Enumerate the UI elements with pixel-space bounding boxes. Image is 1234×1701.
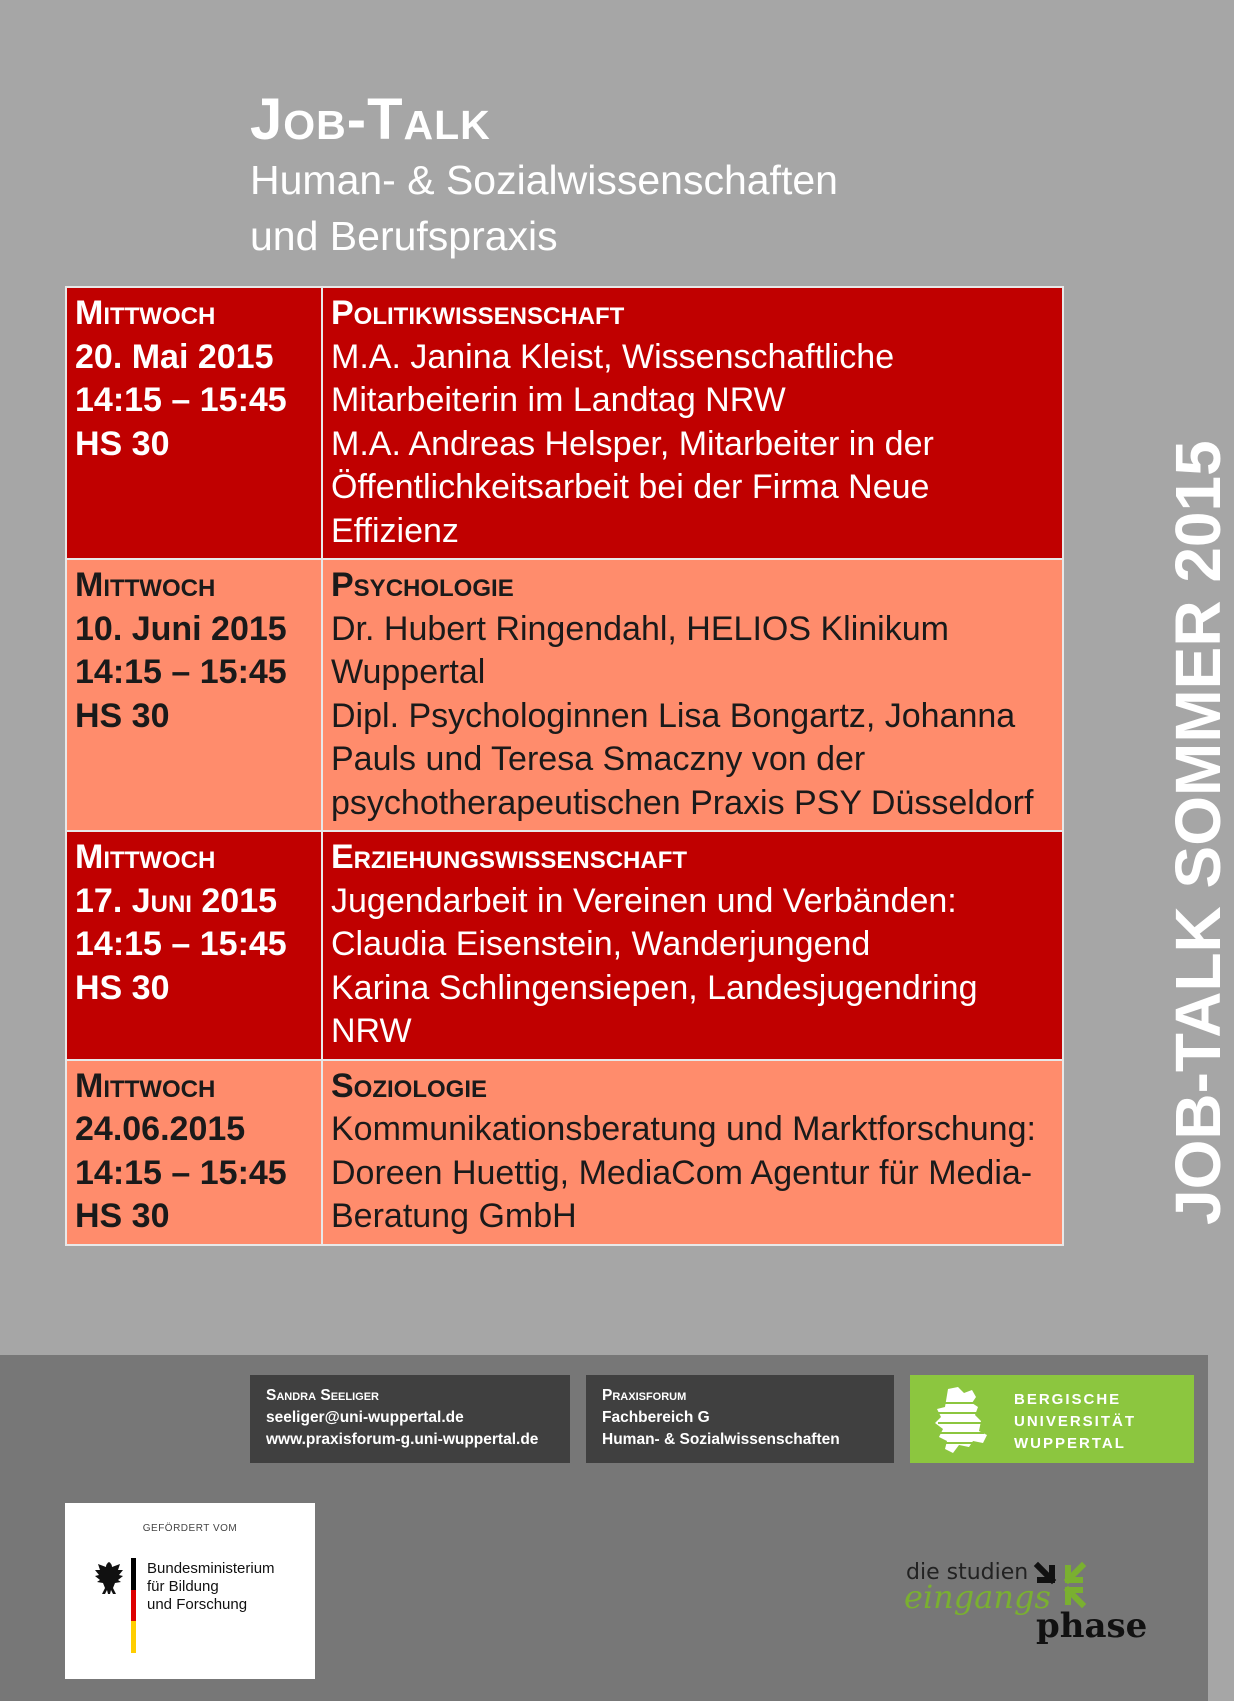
event-speaker: Jugendarbeit in Vereinen und Verbänden: (331, 881, 957, 920)
contact-email[interactable]: seeliger@uni-wuppertal.de (266, 1409, 464, 1426)
arrows-icon (1030, 1560, 1090, 1610)
contact-name: Sandra Seeliger (266, 1387, 379, 1404)
event-day: Mittwoch (75, 294, 216, 332)
praxisforum-line1: Fachbereich G (602, 1409, 710, 1426)
vertical-poster-title: JOB-TALK SOMMER 2015 (1162, 440, 1234, 1225)
university-logo (910, 1375, 1194, 1463)
university-name-line2: UNIVERSITÄT (1014, 1413, 1137, 1430)
logo-die-studien: die studien (906, 1560, 1029, 1585)
bmbf-line2: für Bildung (147, 1578, 219, 1595)
event-speaker: M.A. Andreas Helsper, Mitarbeiter in der Öffentlichkeitsarbeit bei der Firma Neue Effizienz (331, 424, 934, 550)
event-speaker: Karina Schlingensiepen, Landesjugendring NRW (331, 968, 978, 1050)
poster-header (250, 88, 838, 264)
studieneingangsphase-logo (900, 1560, 1160, 1650)
bmbf-funded-by: GEFÖRDERT VOM (142, 1523, 238, 1534)
event-info-cell (322, 287, 1063, 559)
event-subject: Soziologie (331, 1066, 488, 1105)
event-date-cell (66, 1060, 322, 1245)
event-day: Mittwoch (75, 838, 216, 876)
event-schedule-table (65, 286, 1064, 1246)
event-info-cell (322, 559, 1063, 831)
event-room: HS 30 (75, 424, 170, 463)
event-time: 14:15 – 15:45 (75, 653, 287, 691)
event-time: 14:15 – 15:45 (75, 381, 287, 419)
federal-eagle-icon (89, 1558, 125, 1598)
event-row-erziehung (66, 831, 1063, 1060)
event-date-cell (66, 287, 322, 559)
event-speaker: Claudia Eisenstein, Wanderjungend (331, 925, 871, 963)
bmbf-line1: Bundesministerium (147, 1560, 275, 1577)
event-date: 24.06.2015 (75, 1110, 246, 1148)
event-date: 20. Mai 2015 (75, 337, 274, 376)
event-time: 14:15 – 15:45 (75, 925, 287, 963)
event-speaker: M.A. Janina Kleist, Wissenschaftliche Mitarbeiterin im Landtag NRW (331, 337, 895, 419)
event-speaker: Kommunikationsberatung und Marktforschung: (331, 1110, 1036, 1148)
event-room: HS 30 (75, 1197, 170, 1235)
university-name-line3: WUPPERTAL (1014, 1435, 1126, 1452)
event-time: 14:15 – 15:45 (75, 1153, 287, 1192)
event-day: Mittwoch (75, 1066, 216, 1105)
poster-subtitle-line1: Human- & Sozialwissenschaften (250, 157, 838, 203)
event-row-politik (66, 287, 1063, 559)
praxisforum-title: Praxisforum (602, 1387, 687, 1404)
event-date: 10. Juni 2015 (75, 609, 287, 648)
event-info-cell (322, 831, 1063, 1060)
event-date-cell (66, 559, 322, 831)
poster-subtitle-line2: und Berufspraxis (250, 213, 558, 259)
praxisforum-box (586, 1375, 894, 1463)
event-subject: Erziehungswissenschaft (331, 838, 688, 876)
bmbf-logo (65, 1503, 315, 1679)
logo-phase: phase (1036, 1606, 1148, 1646)
event-row-psychologie (66, 559, 1063, 831)
contact-web[interactable]: www.praxisforum-g.uni-wuppertal.de (266, 1431, 539, 1448)
poster-title: Job-Talk (250, 87, 491, 152)
event-room: HS 30 (75, 696, 170, 735)
event-speaker: Dipl. Psychologinnen Lisa Bongartz, Johanna Pauls und Teresa Smaczny von der psychotherapeutischen Praxis PSY Düsseldorf (331, 696, 1034, 822)
university-name-line1: BERGISCHE (1014, 1391, 1122, 1408)
event-day: Mittwoch (75, 566, 216, 604)
bmbf-line3: und Forschung (147, 1596, 248, 1613)
event-speaker: Doreen Huettig, MediaCom Agentur für Media-Beratung GmbH (331, 1153, 1033, 1235)
german-flag-stripe (131, 1558, 136, 1653)
event-subject: Politikwissenschaft (331, 294, 625, 332)
event-subject: Psychologie (331, 566, 514, 604)
lion-icon (926, 1385, 1002, 1455)
logo-eingangs: eingangs (904, 1578, 1051, 1616)
event-info-cell (322, 1060, 1063, 1245)
event-speaker: Dr. Hubert Ringendahl, HELIOS Klinikum Wuppertal (331, 609, 949, 691)
event-room: HS 30 (75, 968, 170, 1007)
event-date-cell (66, 831, 322, 1060)
contact-box (250, 1375, 570, 1463)
event-row-soziologie (66, 1060, 1063, 1245)
praxisforum-line2: Human- & Sozialwissenschaften (602, 1431, 840, 1448)
event-date: 17. Juni 2015 (75, 881, 278, 920)
